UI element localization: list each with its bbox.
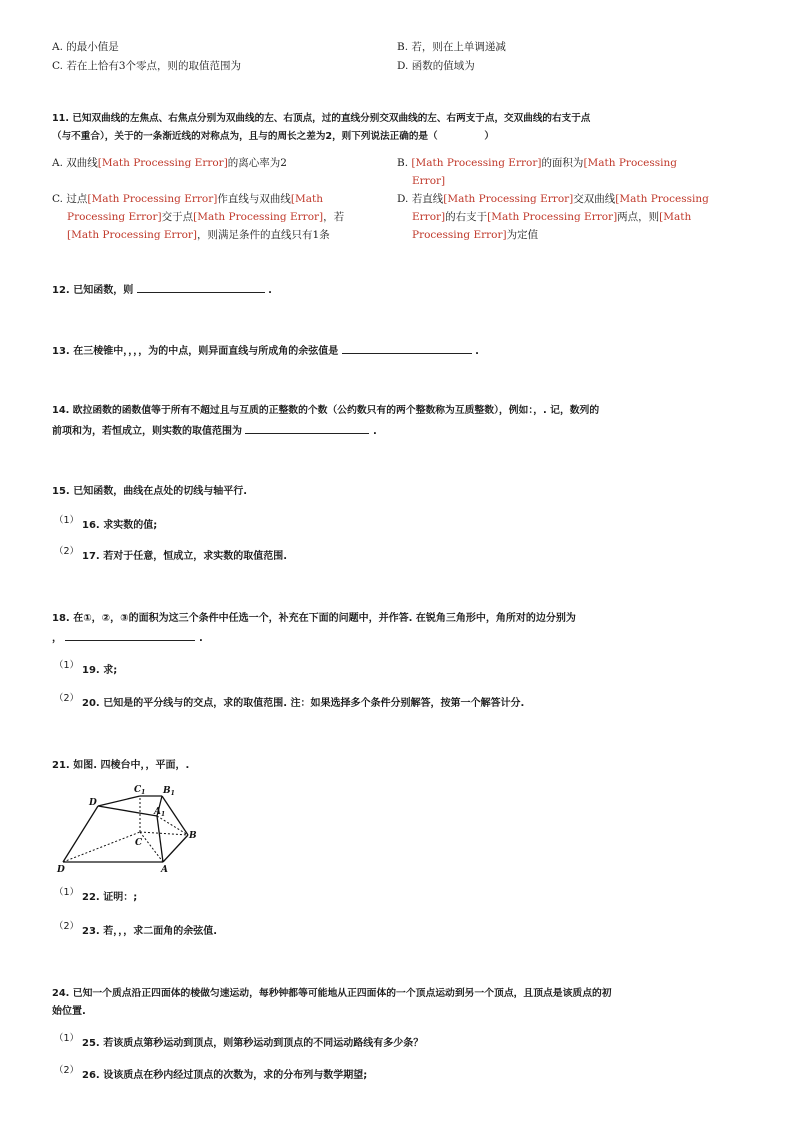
q14-line1: 14. 欧拉函数的函数值等于所有不超过且与互质的正整数的个数（公约数只有的两个整数称为互质整数），例如：，. 记，数列的 [52, 405, 600, 416]
q10-option-b: B. 若，则在上单调递减 [397, 41, 506, 53]
q11-option-c-line3: [Math Processing Error]，则满足条件的直线只有1条 [67, 229, 330, 241]
q12-answer-blank[interactable] [137, 280, 265, 293]
q11-option-c-line1: C. 过点[Math Processing Error]作直线与双曲线[Math [52, 193, 323, 205]
edge-b-b1 [162, 796, 188, 835]
q18-sub1: 19. 求; [82, 665, 118, 676]
edge-d1-c1 [98, 796, 140, 806]
q18-sub2: 20. 已知是的平分线与的交点，求的取值范围. 注：如果选择多个条件分别解答，按第一个解答计分. [82, 698, 525, 709]
label-b1: $B_1$ [163, 786, 175, 797]
q14-line2: 前项和为，若恒成立，则实数的取值范围为 . [52, 421, 377, 443]
q18-sub2-number: （2） [54, 693, 80, 704]
q15-sub1-number: （1） [54, 515, 80, 526]
q24-sub1-number: （1） [54, 1033, 80, 1044]
q11-option-b-line1: B. [Math Processing Error]的面积为[Math Processing [397, 157, 677, 169]
q18-sub1-number: （1） [54, 660, 80, 671]
q24-line1: 24. 已知一个质点沿正四面体的棱做匀速运动，每秒钟都等可能地从正四面体的一个顶点运动到另一个顶点，且顶点是该质点的初 [52, 988, 612, 999]
q11-option-d-line1: D. 若直线[Math Processing Error]交双曲线[Math Processing [397, 193, 709, 205]
label-b: B [189, 831, 197, 841]
edge-d-c-hidden [63, 832, 140, 862]
q24-sub2: 26. 设该质点在秒内经过顶点的次数为，求的分布列与数学期望; [82, 1070, 368, 1081]
q11-option-b-line2: Error] [412, 175, 446, 187]
q21-sub2: 23. 若，，，求二面角的余弦值. [82, 926, 217, 937]
q13-answer-blank[interactable] [342, 341, 472, 354]
q18-answer-blank[interactable] [65, 628, 195, 641]
q24-sub1: 25. 若该质点第秒运动到顶点，则第秒运动到顶点的不同运动路线有多少条？ [82, 1038, 424, 1049]
frustum-figure [55, 780, 215, 875]
q21-sub1-number: （1） [54, 887, 80, 898]
label-a: A [161, 865, 168, 875]
label-a1: $A_1$ [154, 807, 166, 818]
edge-a1-b-hidden [157, 816, 188, 835]
edge-d-d1 [63, 806, 98, 862]
q15-stem: 15. 已知函数，曲线在点处的切线与轴平行. [52, 486, 247, 497]
label-d1: D [89, 798, 97, 808]
q10-option-c: C. 若在上恰有3个零点，则的取值范围为 [52, 60, 242, 72]
label-d: D [57, 865, 65, 875]
q13: 13. 在三棱锥中，，，，为的中点，则异面直线与所成角的余弦值是 . [52, 341, 479, 363]
q11-stem-line1: 11. 已知双曲线的左焦点、右焦点分别为双曲线的左、右顶点，过的直线分别交双曲线的左、右两支于点，交双曲线的右支于点 [52, 113, 591, 124]
q11-stem-line2: （与不重合），关于的一条渐近线的对称点为，且与的周长之差为2，则下列说法正确的是（ ） [52, 131, 494, 142]
q18-stem: 18. 在①，②，③的面积为这三个条件中任选一个，补充在下面的问题中，并作答. 在锐角三角形中，角所对的边分别为 [52, 613, 576, 624]
q15-sub1: 16. 求实数的值; [82, 520, 158, 531]
q15-sub2-number: （2） [54, 546, 80, 557]
q21-sub2-number: （2） [54, 921, 80, 932]
edge-a-b [163, 835, 188, 862]
q11-option-a: A. 双曲线[Math Processing Error]的离心率为2 [52, 157, 287, 169]
q14-answer-blank[interactable] [245, 421, 369, 434]
q11-option-d-line3: Processing Error]为定值 [412, 229, 539, 241]
q11-option-c-line2: Processing Error]交于点[Math Processing Error]，若 [67, 211, 345, 223]
q10-option-d: D. 函数的值域为 [397, 60, 475, 72]
q12: 12. 已知函数，则 . [52, 280, 272, 302]
edge-c-b-hidden [140, 832, 188, 835]
q21-stem: 21. 如图. 四棱台中，，平面，. [52, 760, 190, 771]
q24-sub2-number: （2） [54, 1065, 80, 1076]
label-c: C [135, 838, 143, 848]
edge-a1-d1 [98, 806, 157, 816]
q24-line2: 始位置. [52, 1006, 86, 1017]
q15-sub2: 17. 若对于任意，恒成立，求实数的取值范围. [82, 551, 287, 562]
q21-sub1: 22. 证明：; [82, 892, 138, 903]
q10-option-a: A. 的最小值是 [52, 41, 119, 53]
q11-option-d-line2: Error]的右支于[Math Processing Error]两点，则[Math [412, 211, 692, 223]
label-c1: $C_1$ [134, 785, 146, 796]
q18-line2: ， . [52, 628, 203, 650]
